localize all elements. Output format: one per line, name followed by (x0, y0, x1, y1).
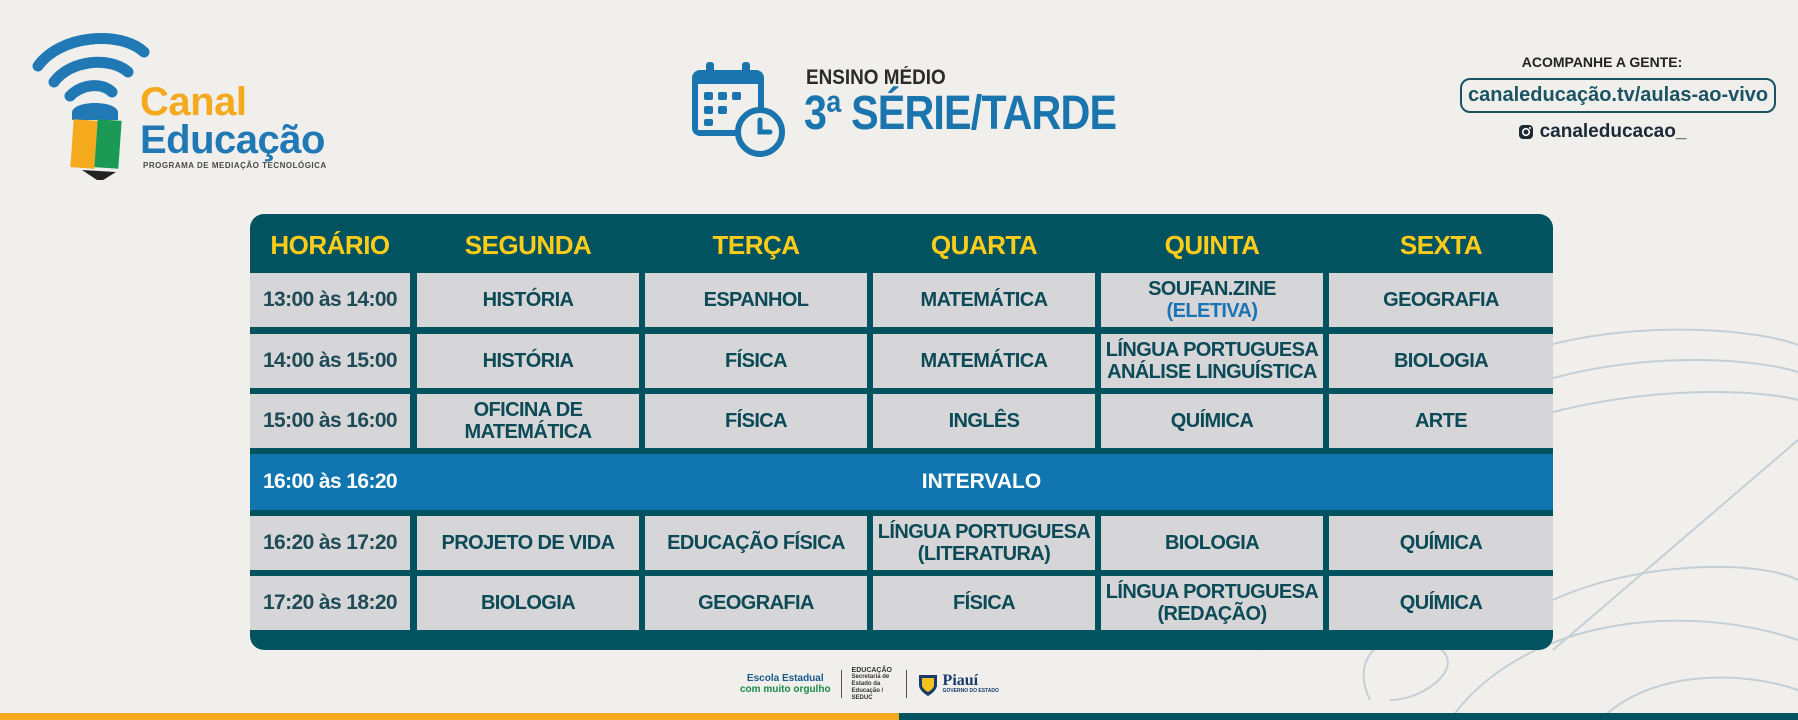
header-quinta: QUINTA (1164, 230, 1260, 260)
table-cell: OFICINA DE MATEMÁTICA (417, 394, 639, 448)
header-terca: TERÇA (712, 230, 800, 260)
cell-line: (LITERATURA) (917, 543, 1051, 565)
header-horario: HORÁRIO (270, 230, 390, 260)
cell-line: LÍNGUA PORTUGUESA (1105, 339, 1319, 361)
follow-box (1460, 54, 1769, 143)
cell-line: SOUFAN.ZINE (1148, 278, 1276, 300)
cell-line: LÍNGUA PORTUGUESA (877, 521, 1091, 543)
table-cell: QUÍMICA (1329, 576, 1553, 630)
table-cell: BIOLOGIA (1101, 516, 1323, 570)
logo-subtitle: PROGRAMA DE MEDIAÇÃO TECNOLÓGICA (143, 161, 327, 170)
table-cell: QUÍMICA (1101, 394, 1323, 448)
interval-row (250, 454, 1553, 510)
state-sub: GOVERNO DO ESTADO (942, 688, 999, 694)
table-row-time: 15:00 às 16:00 (250, 394, 410, 448)
table-cell: MATEMÁTICA (873, 334, 1095, 388)
interval-time: 16:00 às 16:20 (262, 470, 398, 493)
table-cell: MATEMÁTICA (873, 273, 1095, 327)
table-cell: ESPANHOL (645, 273, 867, 327)
table-row-time: 16:20 às 17:20 (250, 516, 410, 570)
school-logo (740, 673, 831, 695)
table-row-time: 13:00 às 14:00 (250, 273, 410, 327)
cell-line: LÍNGUA PORTUGUESA (1105, 581, 1319, 603)
cell-line: (REDAÇÃO) (1157, 603, 1267, 625)
website-link[interactable]: canaleducação.tv/aulas-ao-vivo (1460, 78, 1776, 113)
school-line1: Escola Estadual (746, 673, 824, 684)
table-cell: BIOLOGIA (1329, 334, 1553, 388)
instagram-icon (1518, 124, 1534, 140)
table-cell: FÍSICA (873, 576, 1095, 630)
table-cell: EDUCAÇÃO FÍSICA (645, 516, 867, 570)
table-cell: HISTÓRIA (417, 273, 639, 327)
edu-line1: EDUCAÇÃO (851, 666, 892, 674)
divider (841, 670, 842, 698)
table-cell (1101, 576, 1323, 630)
table-cell: PROJETO DE VIDA (417, 516, 639, 570)
state-crest-icon (917, 671, 939, 697)
footer-bar-teal (899, 713, 1798, 720)
table-cell (1101, 273, 1323, 327)
header-quarta: QUARTA (930, 230, 1038, 260)
header-sexta: SEXTA (1399, 230, 1483, 260)
table-row-time: 14:00 às 15:00 (250, 334, 410, 388)
schedule-table (250, 214, 1553, 650)
eletiva-label: (ELETIVA) (1166, 300, 1258, 322)
seduc-logo (852, 667, 896, 702)
table-cell (873, 516, 1095, 570)
interval-label: INTERVALO (921, 470, 1042, 493)
piaui-logo (917, 671, 999, 697)
table-cell: BIOLOGIA (417, 576, 639, 630)
wifi-pencil-icon (30, 30, 150, 180)
table-cell (1101, 334, 1323, 388)
calendar-clock-icon (690, 62, 786, 158)
page-title: 3ª SÉRIE/TARDE (804, 87, 1117, 140)
level-label: ENSINO MÉDIO (806, 66, 946, 89)
table-cell: QUÍMICA (1329, 516, 1553, 570)
divider (906, 670, 907, 698)
table-cell: INGLÊS (873, 394, 1095, 448)
logo-educacao-text: Educação (140, 118, 325, 162)
table-cell: ARTE (1329, 394, 1553, 448)
header-segunda: SEGUNDA (464, 230, 592, 260)
logo-canal-text: Canal (140, 80, 247, 124)
table-cell: HISTÓRIA (417, 334, 639, 388)
table-cell: FÍSICA (645, 394, 867, 448)
footer-logos (740, 666, 999, 702)
school-line2: com muito orgulho (740, 684, 831, 695)
table-cell: FÍSICA (645, 334, 867, 388)
table-row-time: 17:20 às 18:20 (250, 576, 410, 630)
follow-label: ACOMPANHE A GENTE: (1521, 54, 1683, 70)
footer-bar-orange (0, 713, 899, 720)
table-cell: GEOGRAFIA (1329, 273, 1553, 327)
instagram-handle: canaleducacao_ (1539, 121, 1687, 142)
table-cell: GEOGRAFIA (645, 576, 867, 630)
canal-educacao-logo (30, 30, 327, 180)
cell-line: ANÁLISE LINGUÍSTICA (1107, 361, 1317, 383)
state-name: Piauí (942, 672, 979, 689)
instagram-link[interactable] (1460, 121, 1744, 143)
edu-line2: Secretaria de Estado da Educação / SEDUC (851, 673, 890, 701)
